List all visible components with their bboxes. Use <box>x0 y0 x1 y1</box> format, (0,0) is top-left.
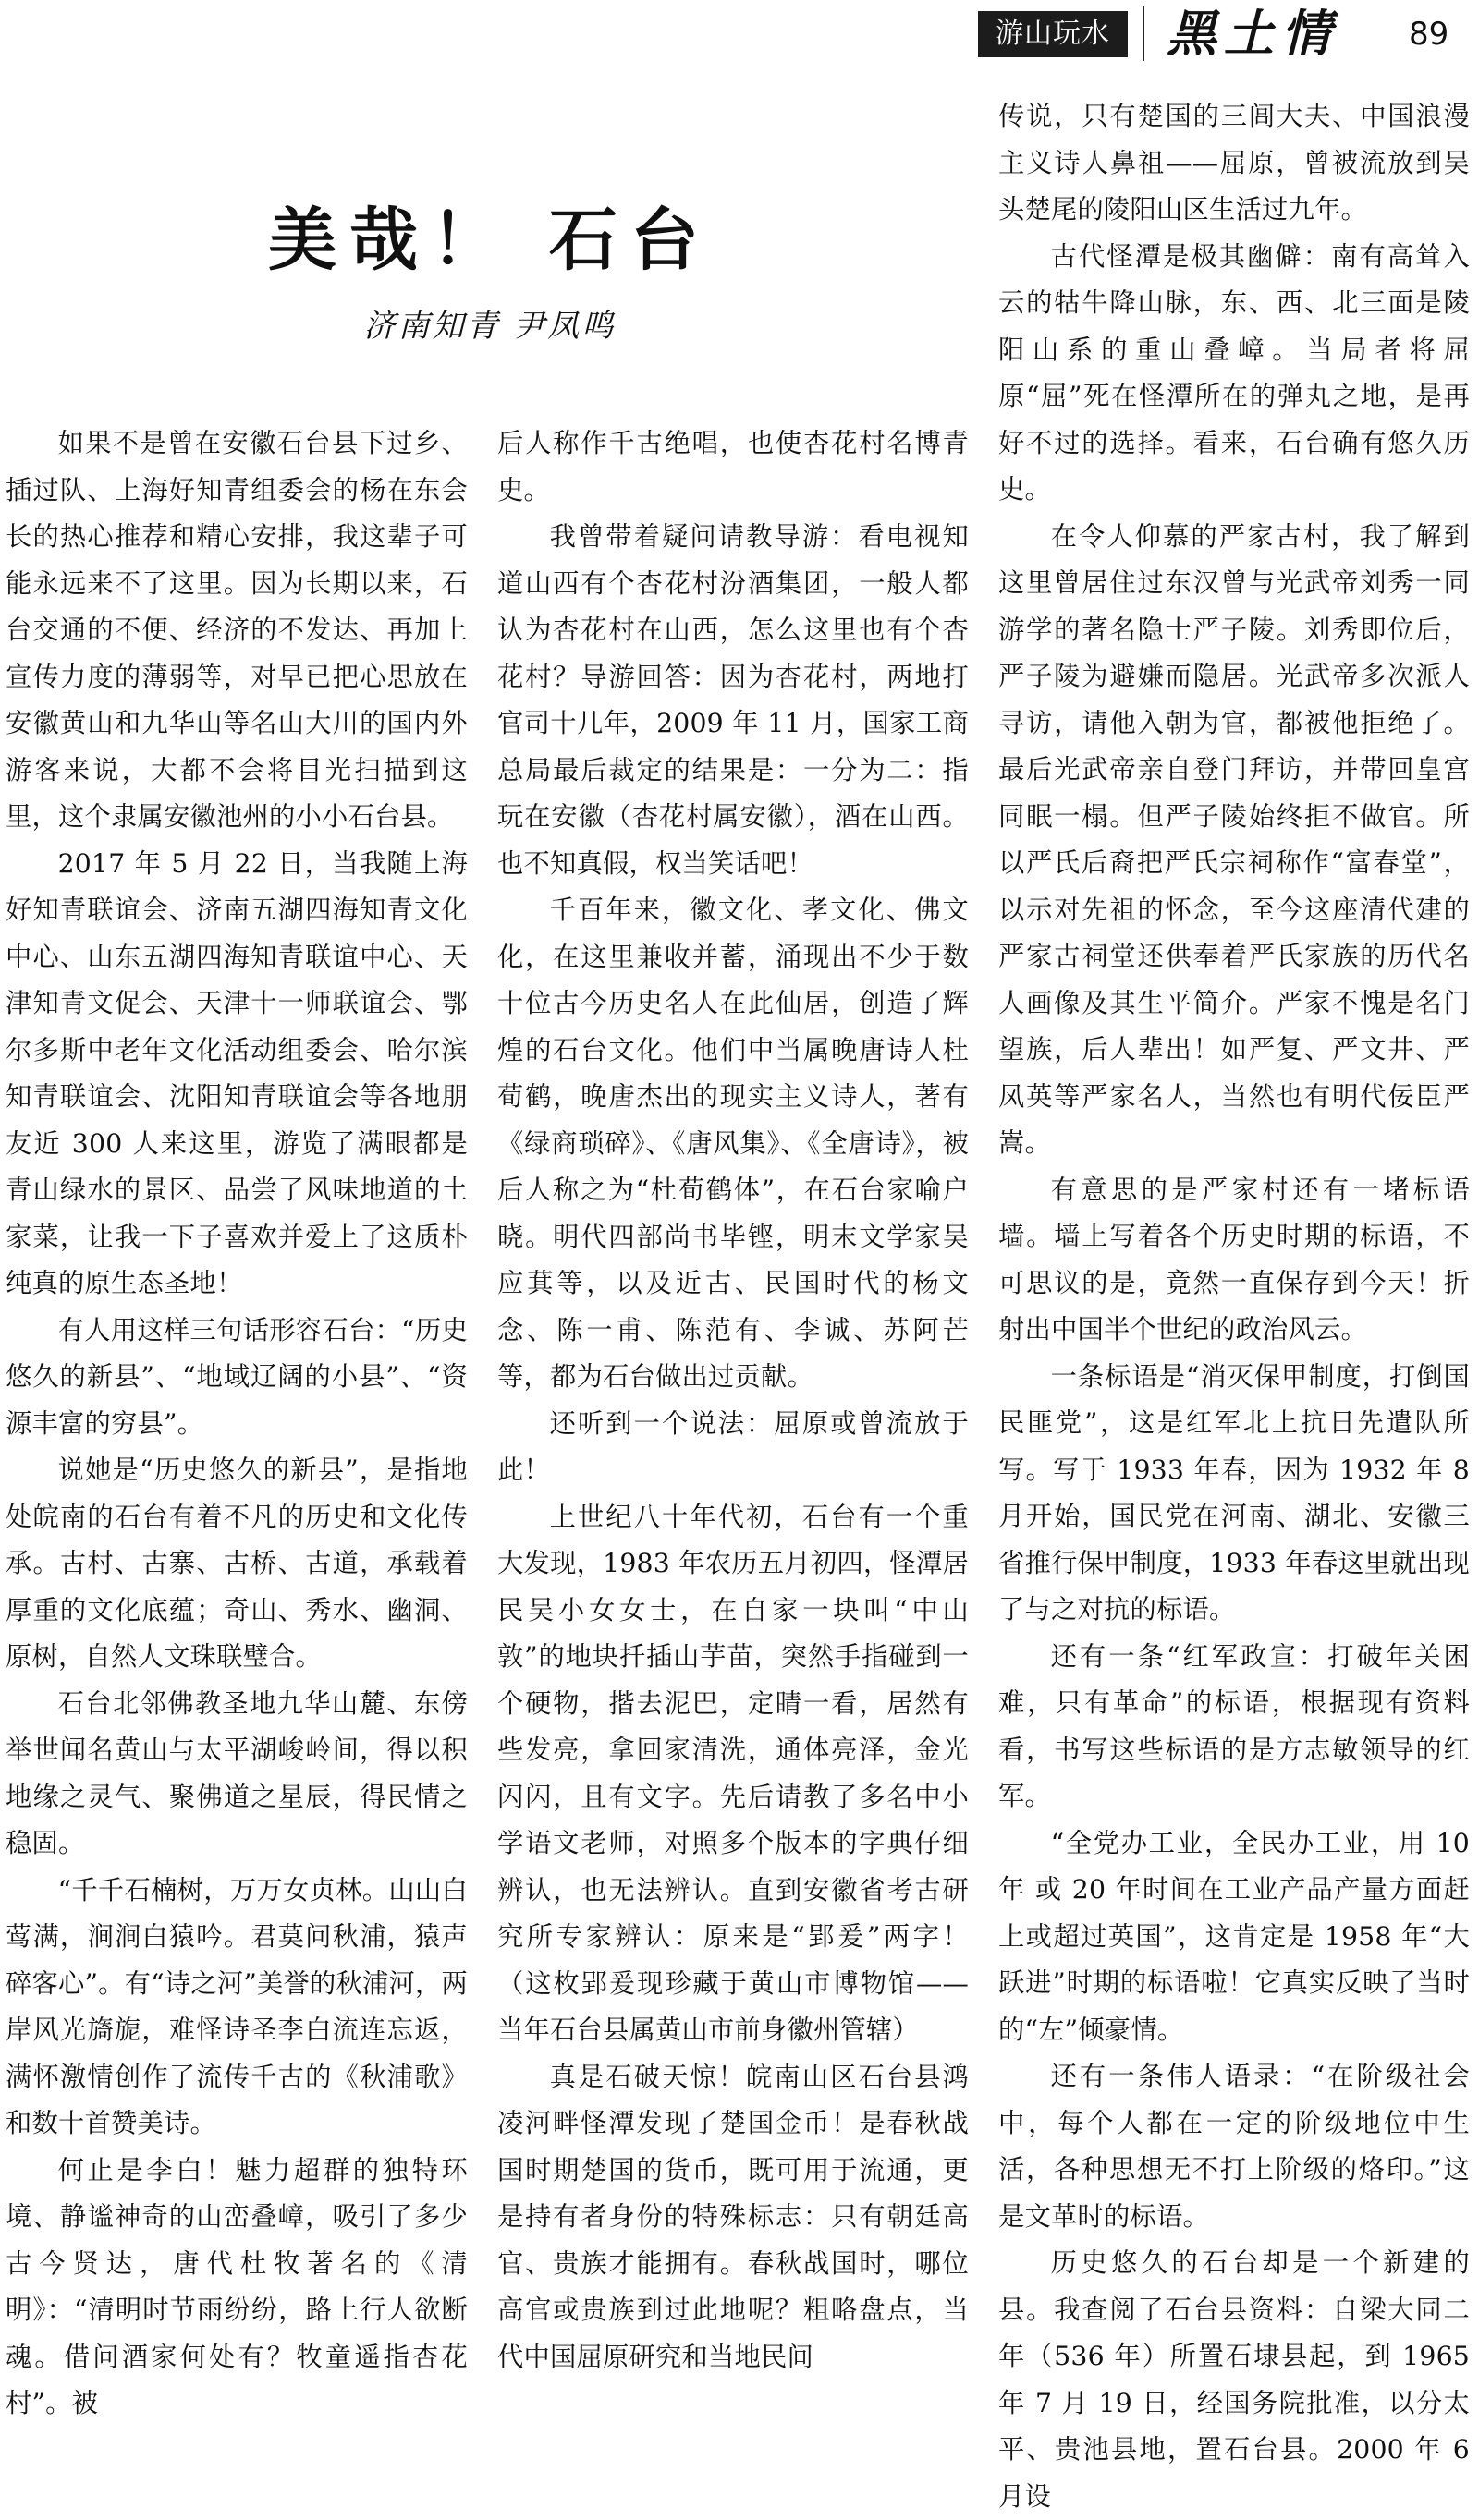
article-title: 美哉！ 石台 <box>268 201 712 280</box>
paragraph-continued: 后人称作千古绝唱，也使杏花村名博青史。 <box>497 428 969 505</box>
paragraph: “全党办工业，全民办工业，用 10 年 或 20 年时间在工业产品产量方面赶上或超过英国”，这肯定是 1958 年“大跃进”时期的标语啦！它真实反映了当时的“左”倾豪情。 <box>998 1827 1470 2045</box>
header-divider <box>1143 6 1144 61</box>
paragraph-continued: 传说，只有楚国的三闾大夫、中国浪漫主义诗人鼻祖——屈原，曾被流放到吴头楚尾的陵阳山区生活过九年。 <box>998 101 1470 225</box>
magazine-title: 黑土情 <box>1167 4 1338 63</box>
article-byline: 济南知青 尹凤鸣 <box>363 308 617 345</box>
paragraph: 真是石破天惊！皖南山区石台县鸿凌河畔怪潭发现了楚国金币！是春秋战国时期楚国的货币，既可用于流通，更是持有者身份的特殊标志：只有朝廷高官、贵族才能拥有。春秋战国时，哪位高官或贵族到过此地呢？粗略盘点，当代中国屈原研究和当地民间 <box>497 2061 969 2372</box>
text-column-3 <box>998 93 1470 2512</box>
paragraph: 如果不是曾在安徽石台县下过乡、插过队、上海好知青组委会的杨在东会长的热心推荐和精心安排，我这辈子可能永远来不了这里。因为长期以来，石台交通的不便、经济的不发达、再加上宣传力度的薄弱等，对早已把心思放在安徽黄山和九华山等名山大川的国内外游客来说，大都不会将目光扫描到这里，这个隶属安徽池州的小小石台县。 <box>6 428 468 832</box>
text-column-1 <box>6 420 468 2418</box>
paragraph: 一条标语是“消灭保甲制度，打倒国民匪党”，这是红军北上抗日先遣队所写。写于 1933 年春，因为 1932 年 8 月开始，国民党在河南、湖北、安徽三省推行保甲制度，1933 年春这里就出现了与之对抗的标语。 <box>998 1360 1470 1625</box>
paragraph: “千千石楠树，万万女贞林。山山白莺满，涧涧白猿吟。君莫问秋浦，猿声碎客心”。有“诗之河”美誉的秋浦河，两岸风光旖旎，难怪诗圣李白流连忘返，满怀激情创作了流传千古的《秋浦歌》和数十首赞美诗。 <box>6 1874 468 2138</box>
paragraph: 千百年来，徽文化、孝文化、佛文化，在这里兼收并蓄，涌现出不少于数十位古今历史名人在此仙居，创造了辉煌的石台文化。他们中当属晚唐诗人杜荀鹤，晚唐杰出的现实主义诗人，著有《绿商琐碎》、《唐风集》、《全唐诗》，被后人称之为“杜荀鹤体”，在石台家喻户晓。明代四部尚书毕铿，明末文学家吴应萁等，以及近古、民国时代的杨文念、陈一甫、陈范有、李诚、苏阿芒等，都为石台做出过贡献。 <box>497 895 969 1392</box>
text-column-2 <box>497 420 969 2372</box>
paragraph: 有意思的是严家村还有一堵标语墙。墙上写着各个历史时期的标语，不可思议的是，竟然一直保存到今天！折射出中国半个世纪的政治风云。 <box>998 1174 1470 1345</box>
section-tag: 游山玩水 <box>978 11 1128 57</box>
paragraph: 还有一条伟人语录：“在阶级社会中，每个人都在一定的阶级地位中生活，各种思想无不打上阶级的烙印。”这是文革时的标语。 <box>998 2061 1470 2232</box>
paragraph: 有人用这样三句话形容石台：“历史悠久的新县”、“地域辽阔的小县”、“资源丰富的穷县”。 <box>6 1314 468 1439</box>
paragraph: 还有一条“红军政宣：打破年关困难，只有革命”的标语，根据现有资料看，书写这些标语的是方志敏领导的红军。 <box>998 1640 1470 1811</box>
paragraph: 何止是李白！魅力超群的独特环境、静谧神奇的山峦叠嶂，吸引了多少古今贤达，唐代杜牧著名的《清明》：“清明时节雨纷纷，路上行人欲断魂。借问酒家何处有？牧童遥指杏花村”。被 <box>6 2154 468 2418</box>
page-header <box>0 0 1479 74</box>
paragraph: 我曾带着疑问请教导游：看电视知道山西有个杏花村汾酒集团，一般人都认为杏花村在山西，怎么这里也有个杏花村？导游回答：因为杏花村，两地打官司十几年，2009 年 11 月，国家工商总局最后裁定的结果是：一分为二：指玩在安徽（杏花村属安徽），酒在山西。也不知真假，权当笑话吧！ <box>497 521 969 879</box>
paragraph: 石台北邻佛教圣地九华山麓、东傍举世闻名黄山与太平湖峻岭间，得以积地缘之灵气、聚佛道之星辰，得民情之稳固。 <box>6 1687 468 1858</box>
page-number: 89 <box>1409 16 1449 53</box>
paragraph: 说她是“历史悠久的新县”，是指地处皖南的石台有着不凡的历史和文化传承。古村、古寨、古桥、古道，承载着厚重的文化底蕴；奇山、秀水、幽洞、原树，自然人文珠联璧合。 <box>6 1455 468 1672</box>
paragraph: 古代怪潭是极其幽僻：南有高耸入云的牯牛降山脉，东、西、北三面是陵阳山系的重山叠嶂。当局者将屈原“屈”死在怪潭所在的弹丸之地，是再好不过的选择。看来，石台确有悠久历史。 <box>998 240 1470 505</box>
paragraph: 2017 年 5 月 22 日，当我随上海好知青联谊会、济南五湖四海知青文化中心、山东五湖四海知青联谊中心、天津知青文促会、天津十一师联谊会、鄂尔多斯中老年文化活动组委会、哈尔滨知青联谊会、沈阳知青联谊会等各地朋友近 300 人来这里，游览了满眼都是青山绿水的景区、品尝了风味地道的土家菜，让我一下子喜欢并爱上了这质朴纯真的原生态圣地！ <box>6 847 468 1298</box>
paragraph: 上世纪八十年代初，石台有一个重大发现，1983 年农历五月初四，怪潭居民吴小女女士，在自家一块叫“中山敦”的地块扦插山芋苗，突然手指碰到一个硬物，揩去泥巴，定睛一看，居然有些发亮，拿回家清洗，通体亮泽，金光闪闪，且有文字。先后请教了多名中小学语文老师，对照多个版本的字典仔细辨认，也无法辨认。直到安徽省考古研究所专家辨认：原来是“郢爰”两字！（这枚郢爰现珍藏于黄山市博物馆——当年石台县属黄山市前身徽州管辖） <box>497 1501 969 2045</box>
paragraph: 历史悠久的石台却是一个新建的县。我查阅了石台县资料：自梁大同二年（536 年）所置石埭县起，到 1965 年 7 月 19 日，经国务院批准，以分太平、贵池县地，置石台县。2000 年 6 月设 <box>998 2247 1470 2512</box>
paragraph: 还听到一个说法：屈原或曾流放于此！ <box>497 1407 969 1485</box>
paragraph: 在令人仰慕的严家古村，我了解到这里曾居住过东汉曾与光武帝刘秀一同游学的著名隐士严子陵。刘秀即位后，严子陵为避嫌而隐居。光武帝多次派人寻访，请他入朝为官，都被他拒绝了。最后光武帝亲自登门拜访，并带回皇宫同眠一榻。但严子陵始终拒不做官。所以严氏后裔把严氏宗祠称作“富春堂”，以示对先祖的怀念，至今这座清代建的严家古祠堂还供奉着严氏家族的历代名人画像及其生平简介。严家不愧是名门望族，后人辈出！如严复、严文井、严凤英等严家名人，当然也有明代佞臣严嵩。 <box>998 520 1470 1158</box>
